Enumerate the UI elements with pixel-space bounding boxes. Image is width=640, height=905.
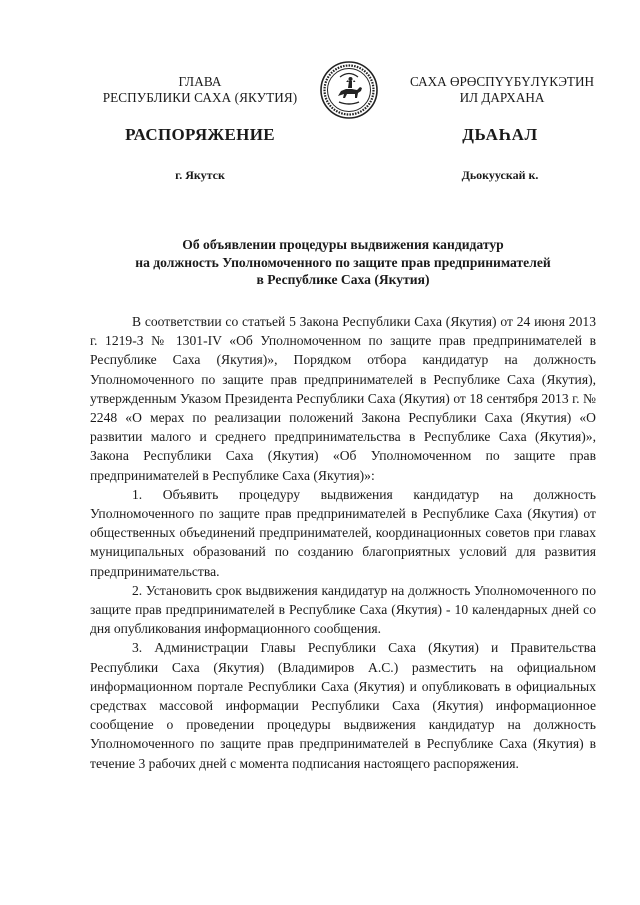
header-left-line2: РЕСПУБЛИКИ САХА (ЯКУТИЯ)	[102, 90, 298, 105]
title-line2: на должность Уполномоченного по защите прав предпринимателей	[135, 254, 551, 270]
place-sakha: Дьокуускай к.	[461, 168, 539, 182]
document-body	[90, 312, 596, 773]
coat-of-arms-emblem-icon	[319, 60, 379, 120]
place-ru: г. Якутск	[175, 168, 225, 182]
header-left	[90, 74, 310, 106]
item-3-paragraph: 3. Администрации Главы Республики Саха (Якутия) и Правительства Республики Саха (Якутия) (Владимиров А.С.) разместить на официальном информационном портале Республики Саха (Якутия) и опубликовать в официальных средствах массовой информации Республики Саха (Якутия) информационное сообщение о проведении процедуры выдвижения кандидатур на должность Уполномоченного по защите прав предпринимателей в Республике Саха (Якутия) в течение 3 рабочих дней с момента подписания настоящего распоряжения.	[90, 640, 596, 771]
item-2-paragraph: 2. Установить срок выдвижения кандидатур на должность Уполномоченного по защите прав предпринимателей в Республике Саха (Якутия) - 10 календарных дней со дня опубликования информационного сообщения.	[90, 582, 596, 637]
doc-type-ru: РАСПОРЯЖЕНИЕ	[125, 125, 275, 144]
intro-paragraph: В соответствии со статьей 5 Закона Республики Саха (Якутия) от 24 июня 2013 г. 1219-З № 1301-IV «Об Уполномоченном по защите прав предпринимателей в Республике Саха (Якутия)», Порядком отбора кандидатур на должность Уполномоченного по защите прав предпринимателей в Республике Саха (Якутия), утвержденным Указом Президента Республики Саха (Якутия) от 18 сентября 2013 г. № 2248 «О мерах по реализации положений Закона Республики Саха (Якутия) «О развитии малого и среднего предпринимательства в Республике Саха (Якутия)», Закона Республики Саха (Якутия) «Об Уполномоченном по защите прав предпринимателей в Республике Саха (Якутия)»:	[90, 314, 596, 483]
header-right-line2: ИЛ ДАРХАНА	[459, 90, 545, 105]
document-title	[90, 236, 596, 289]
item-1-paragraph: 1. Объявить процедуру выдвижения кандидатур на должность Уполномоченного по защите прав предпринимателей в Республике Саха (Якутия) от общественных объединений предпринимателей, координационных советов при главах муниципальных образований по созданию благоприятных условий для развития предпринимательства.	[90, 486, 596, 579]
header-left-line1: ГЛАВА	[178, 74, 222, 89]
title-line3: в Республике Саха (Якутия)	[256, 272, 430, 288]
header-right	[392, 74, 612, 106]
title-line1: Об объявлении процедуры выдвижения кандидатур	[182, 237, 504, 252]
doc-type-sakha: ДЬАҺАЛ	[462, 125, 538, 144]
header-right-line1: САХА ӨРӨСПҮҮБҮЛҮКЭТИН	[409, 74, 595, 89]
